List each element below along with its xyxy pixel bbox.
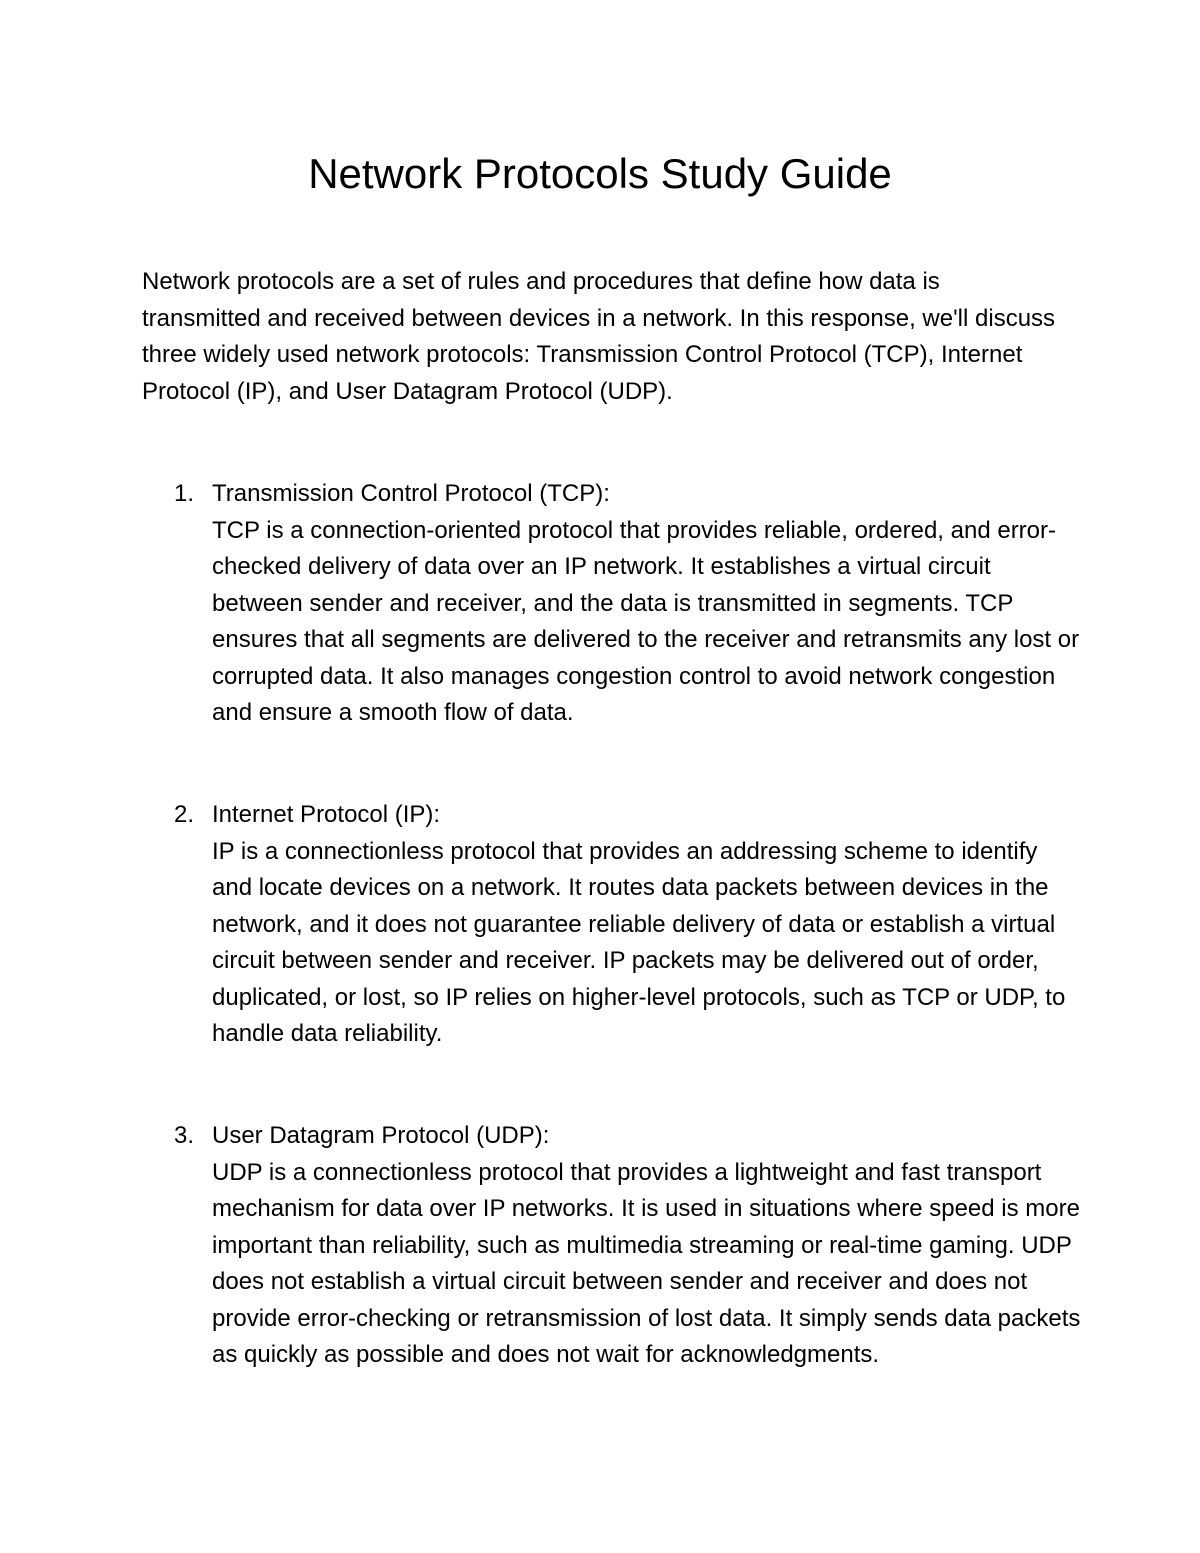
section-heading: Internet Protocol (IP): xyxy=(212,801,441,828)
section-body: TCP is a connection-oriented protocol that provides reliable, ordered, and error-checked delivery of data over an IP network. It establishes a virtual circuit between sender and receiver, and the data is transmitted in segments. TCP ensures that all segments are delivered to the receiver and retransmits any lost or corrupted data. It also manages congestion control to avoid network congestion and ensure a smooth flow of data. xyxy=(212,516,1080,726)
intro-paragraph: Network protocols are a set of rules and procedures that define how data is transmitted and received between devices in a network. In this response, we'll discuss three widely used network protocols: Transmission Control Protocol (TCP), Internet Protocol (IP), and User Datagram Protocol (UDP). xyxy=(142,268,1056,405)
section-heading: User Datagram Protocol (UDP): xyxy=(212,1122,550,1149)
list-item-number: 1. xyxy=(174,480,195,507)
section-body: UDP is a connectionless protocol that provides a lightweight and fast transport mechanism for data over IP networks. It is used in situations where speed is more important than reliability, such as multimedia streaming or real-time gaming. UDP does not establish a virtual circuit between sender and receiver and does not provide error-checking or retransmission of lost data. It simply sends data packets as quickly as possible and does not wait for acknowledgments. xyxy=(212,1158,1081,1368)
page-title: Network Protocols Study Guide xyxy=(308,150,892,197)
list-item-number: 3. xyxy=(174,1122,195,1149)
list-item-tcp xyxy=(142,476,1082,732)
list-item-number: 2. xyxy=(174,801,195,828)
section-heading: Transmission Control Protocol (TCP): xyxy=(212,480,610,507)
list-item-udp xyxy=(142,1118,1082,1374)
section-body: IP is a connectionless protocol that provides an addressing scheme to identify and locate devices on a network. It routes data packets between devices in the network, and it does not guarantee reliable delivery of data or establish a virtual circuit between sender and receiver. IP packets may be delivered out of order, duplicated, or lost, so IP relies on higher-level protocols, such as TCP or UDP, to handle data reliability. xyxy=(212,837,1066,1047)
list-item-ip xyxy=(142,797,1082,1053)
